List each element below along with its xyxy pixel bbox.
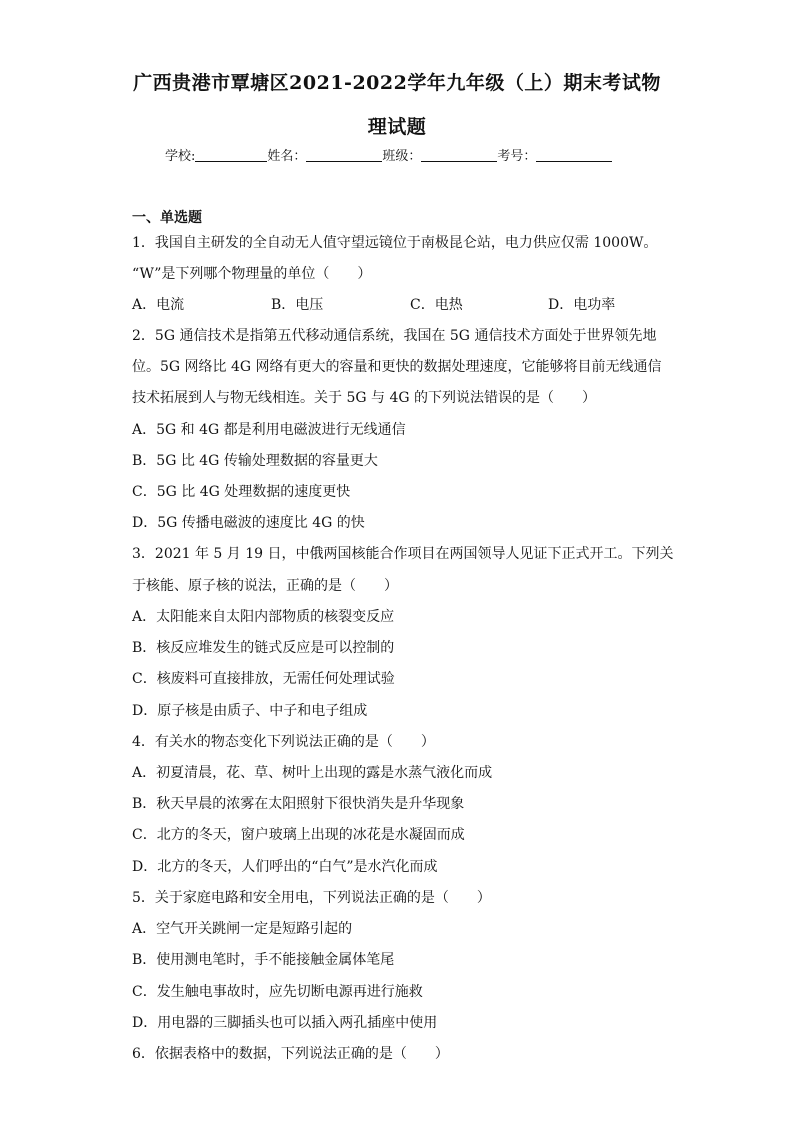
exam-title-line1: 广西贵港市覃塘区2021-2022学年九年级（上）期末考试物 <box>133 72 661 94</box>
school-label: 学校: <box>165 149 196 164</box>
q4-option-b[interactable]: B．秋天早晨的浓雾在太阳照射下很快消失是升华现象 <box>132 796 465 812</box>
q3-option-a[interactable]: A．太阳能来自太阳内部物质的核裂变反应 <box>132 609 395 625</box>
school-blank[interactable] <box>195 148 267 162</box>
q2-option-a[interactable]: A．5G 和 4G 都是利用电磁波进行无线通信 <box>132 422 406 438</box>
q5-stem-line1: 5．关于家庭电路和安全用电，下列说法正确的是（ ） <box>132 890 491 906</box>
q6-stem-line1: 6．依据表格中的数据，下列说法正确的是（ ） <box>132 1046 449 1062</box>
number-label: 考号： <box>497 149 537 164</box>
q1-stem-line2: “W”是下列哪个物理量的单位（ ） <box>132 266 372 282</box>
q1-option-b[interactable]: B．电压 <box>271 297 324 313</box>
q1-stem-line1: 1．我国自主研发的全自动无人值守望远镜位于南极昆仑站，电力供应仅需 1000W。 <box>132 235 658 251</box>
section-title: 一、单选题 <box>132 210 202 226</box>
q2-option-d[interactable]: D．5G 传播电磁波的速度比 4G 的快 <box>132 515 365 531</box>
q2-stem-line1: 2．5G 通信技术是指第五代移动通信系统，我国在 5G 通信技术方面处于世界领先地 <box>132 328 657 344</box>
q4-stem-line1: 4．有关水的物态变化下列说法正确的是（ ） <box>132 734 435 750</box>
q3-option-b[interactable]: B．核反应堆发生的链式反应是可以控制的 <box>132 640 395 656</box>
q3-stem-line2: 于核能、原子核的说法，正确的是（ ） <box>132 578 398 594</box>
name-label: 姓名： <box>267 149 307 164</box>
name-blank[interactable] <box>306 148 382 162</box>
q2-option-c[interactable]: C．5G 比 4G 处理数据的速度更快 <box>132 484 351 500</box>
student-info-row <box>165 145 612 164</box>
q1-option-a[interactable]: A．电流 <box>132 297 185 313</box>
q1-option-d[interactable]: D．电功率 <box>548 297 616 313</box>
number-blank[interactable] <box>536 148 612 162</box>
q3-stem-line1: 3．2021 年 5 月 19 日，中俄两国核能合作项目在两国领导人见证下正式开工。下列关 <box>132 546 674 562</box>
q4-option-d[interactable]: D．北方的冬天，人们呼出的“白气”是水汽化而成 <box>132 859 438 875</box>
exam-title-line2: 理试题 <box>367 116 427 138</box>
q5-option-b[interactable]: B．使用测电笔时，手不能接触金属体笔尾 <box>132 952 395 968</box>
class-label: 班级： <box>382 149 422 164</box>
q5-option-a[interactable]: A．空气开关跳闸一定是短路引起的 <box>132 921 353 937</box>
q3-option-c[interactable]: C．核废料可直接排放，无需任何处理试验 <box>132 671 395 687</box>
q4-option-c[interactable]: C．北方的冬天，窗户玻璃上出现的冰花是水凝固而成 <box>132 827 465 843</box>
q3-option-d[interactable]: D．原子核是由质子、中子和电子组成 <box>132 703 368 719</box>
class-blank[interactable] <box>421 148 497 162</box>
q5-option-d[interactable]: D．用电器的三脚插头也可以插入两孔插座中使用 <box>132 1015 438 1031</box>
q5-option-c[interactable]: C．发生触电事故时，应先切断电源再进行施救 <box>132 984 423 1000</box>
q2-option-b[interactable]: B．5G 比 4G 传输处理数据的容量更大 <box>132 453 378 469</box>
q2-stem-line2: 位。5G 网络比 4G 网络有更大的容量和更快的数据处理速度，它能够将目前无线通信 <box>132 359 662 375</box>
q2-stem-line3: 技术拓展到人与物无线相连。关于 5G 与 4G 的下列说法错误的是（ ） <box>132 390 596 406</box>
q1-option-c[interactable]: C．电热 <box>410 297 463 313</box>
q4-option-a[interactable]: A．初夏清晨，花、草、树叶上出现的露是水蒸气液化而成 <box>132 765 493 781</box>
